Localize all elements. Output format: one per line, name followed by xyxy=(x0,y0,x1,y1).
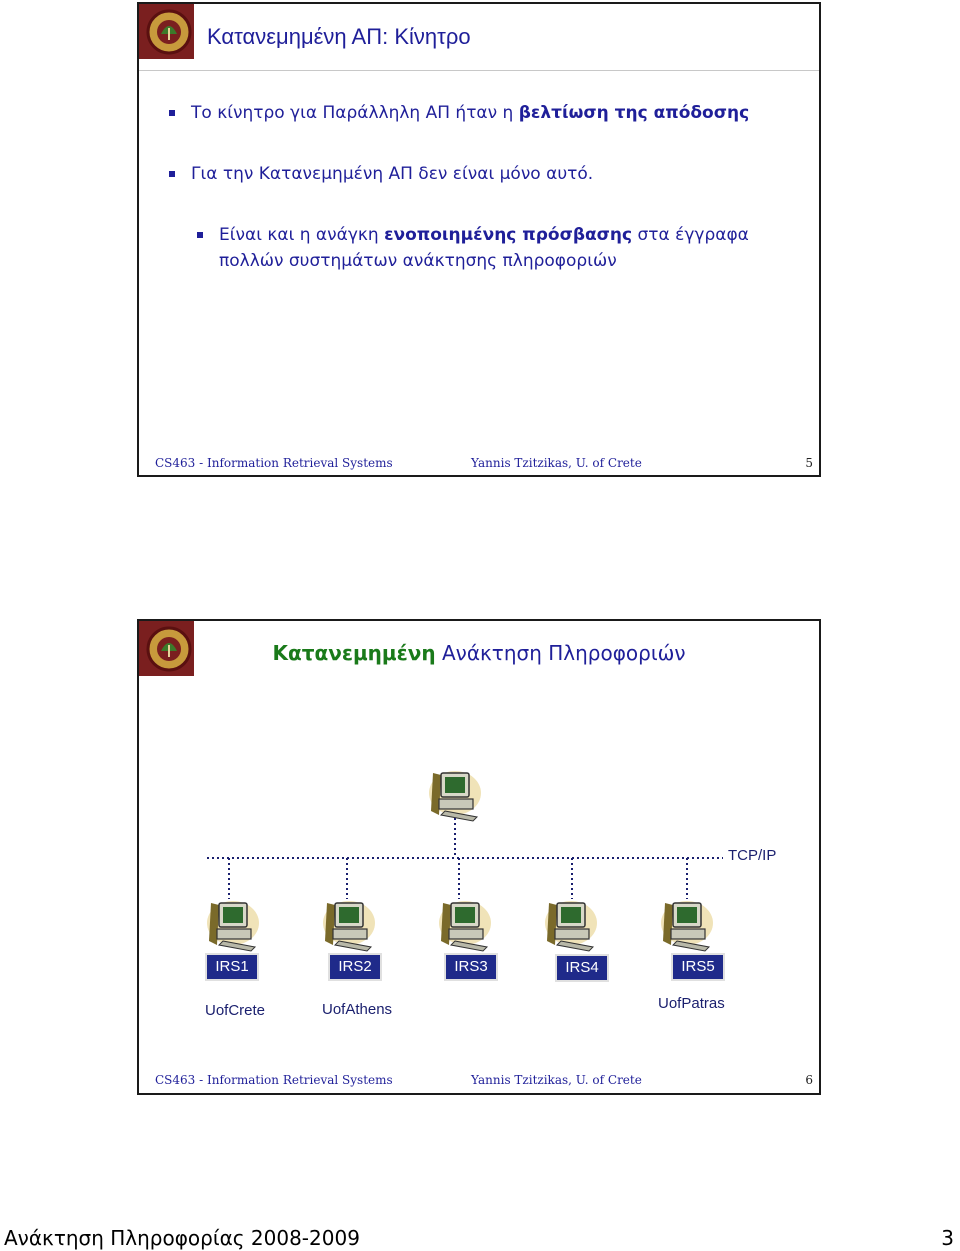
bullet-text: Το κίνητρο για Παράλληλη ΑΠ ήταν η xyxy=(191,103,519,123)
irs-box: IRS3 xyxy=(444,953,498,981)
network-diagram xyxy=(139,621,819,1093)
computer-icon xyxy=(323,901,375,951)
title-emphasis: Κατανεμημένη xyxy=(272,641,436,665)
bullet-emphasis: ενοποιημένης πρόσβασης xyxy=(384,225,633,245)
bullet-emphasis: βελτίωση της απόδοσης xyxy=(518,103,750,123)
slide-title: Κατανεμημένη ΑΠ: Κίνητρο xyxy=(207,24,471,49)
computer-icon xyxy=(429,771,481,821)
computer-icon xyxy=(207,901,259,951)
slide-number: 6 xyxy=(805,1073,813,1087)
footer-author: Yannis Tzitzikas, U. of Crete xyxy=(471,1073,642,1087)
footer-author: Yannis Tzitzikas, U. of Crete xyxy=(471,456,642,470)
page-footer: Ανάκτηση Πληροφορίας 2008-2009 xyxy=(4,1226,360,1250)
footer-course: CS463 - Information Retrieval Systems xyxy=(155,456,393,470)
square-bullet-icon xyxy=(169,110,175,116)
irs-box: IRS2 xyxy=(328,953,382,981)
page-number: 3 xyxy=(941,1226,954,1250)
bullet-text: Για την Κατανεμημένη ΑΠ δεν είναι μόνο αυτό. xyxy=(191,164,594,184)
bullet-text: στα έγγραφα xyxy=(632,225,749,245)
square-bullet-icon xyxy=(169,171,175,177)
slide-number: 5 xyxy=(805,456,813,470)
university-label: UofPatras xyxy=(658,995,725,1012)
slide-5 xyxy=(137,2,821,477)
title-divider xyxy=(139,70,819,71)
bullet-item xyxy=(191,161,593,187)
title-rest: Ανάκτηση Πληροφοριών xyxy=(435,641,686,665)
footer-course: CS463 - Information Retrieval Systems xyxy=(155,1073,393,1087)
bullet-text: Είναι και η ανάγκη xyxy=(219,225,385,245)
irs-box: IRS4 xyxy=(555,954,609,982)
university-label: UofAthens xyxy=(322,1001,393,1018)
university-seal-icon xyxy=(139,4,194,59)
network-label: TCP/IP xyxy=(728,847,777,864)
irs-box: IRS5 xyxy=(671,953,725,981)
bullet-item xyxy=(191,100,749,126)
square-bullet-icon xyxy=(197,232,203,238)
bullet-text-continued: πολλών συστημάτων ανάκτησης πληροφοριών xyxy=(219,251,617,271)
computer-icon xyxy=(545,901,597,951)
irs-box: IRS1 xyxy=(205,953,259,981)
slide-6 xyxy=(137,619,821,1095)
computer-icon xyxy=(661,901,713,951)
sub-bullet-item xyxy=(219,222,749,274)
university-label: UofCrete xyxy=(205,1002,266,1019)
computer-icon xyxy=(439,901,491,951)
